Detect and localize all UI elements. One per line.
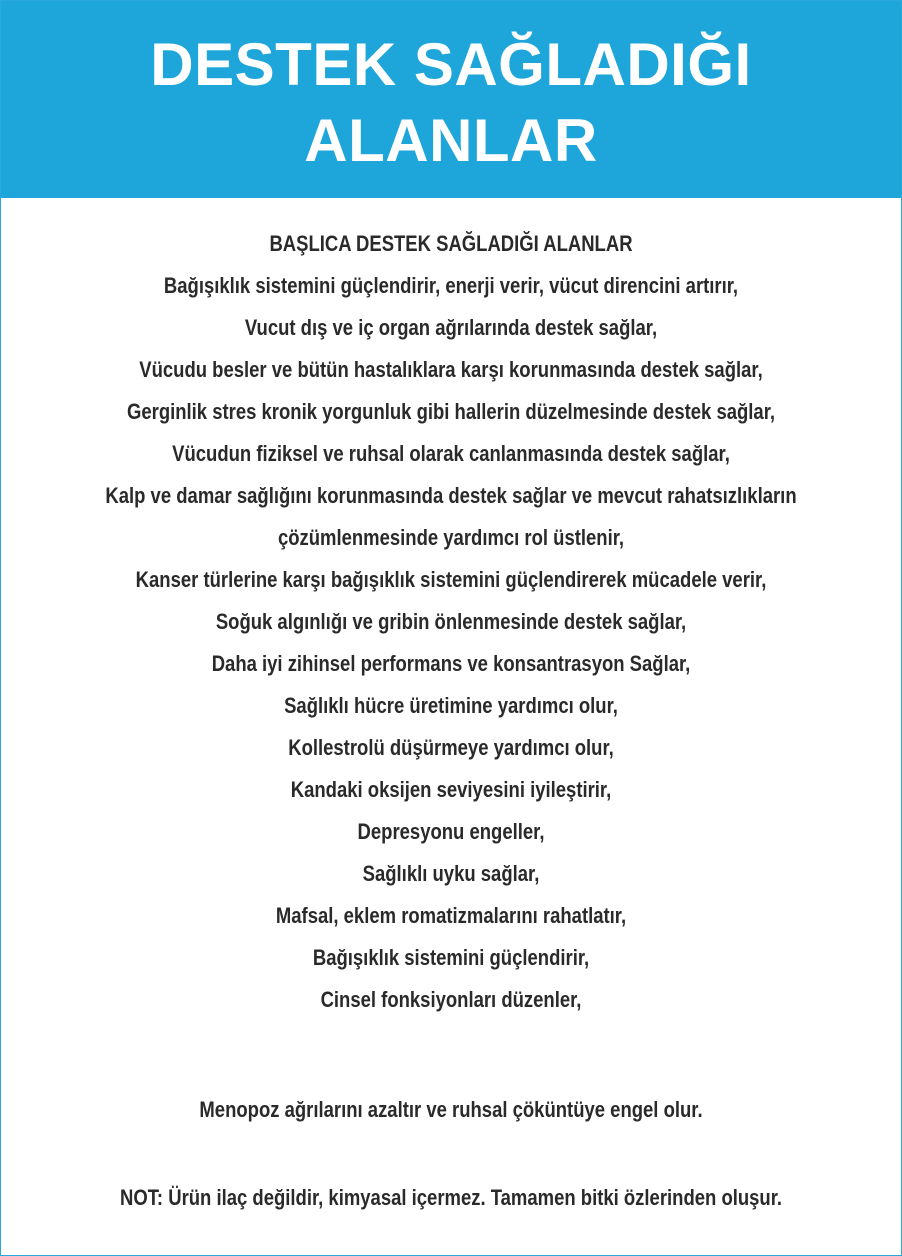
list-item: Gerginlik stres kronik yorgunluk gibi hallerin düzelmesinde destek sağlar, bbox=[126, 399, 776, 424]
list-item: Vücudun fiziksel ve ruhsal olarak canlanmasında destek sağlar, bbox=[172, 441, 730, 466]
list-item: Kandaki oksijen seviyesini iyileştirir, bbox=[290, 777, 612, 802]
section-subtitle: BAŞLICA DESTEK SAĞLADIĞI ALANLAR bbox=[269, 231, 633, 256]
disclaimer-note bbox=[1, 1177, 901, 1219]
list-item: Daha iyi zihinsel performans ve konsantrasyon Sağlar, bbox=[211, 651, 691, 676]
list-item: Mafsal, eklem romatizmalarını rahatlatır, bbox=[275, 903, 627, 928]
list-item: Bağışıklık sistemini güçlendirir, enerji verir, vücut direncini artırır, bbox=[163, 273, 739, 298]
list-item: Depresyonu engeller, bbox=[357, 819, 545, 844]
page-title-line-2: ALANLAR bbox=[304, 107, 598, 174]
list-item: Vücudu besler ve bütün hastalıklara karşı korunmasında destek sağlar, bbox=[139, 357, 763, 382]
list-item: Soğuk algınlığı ve gribin önlenmesinde destek sağlar, bbox=[215, 609, 687, 634]
list-item: çözümlenmesinde yardımcı rol üstlenir, bbox=[277, 525, 625, 550]
list-item: Vucut dış ve iç organ ağrılarında destek sağlar, bbox=[244, 315, 658, 340]
closing-statement bbox=[1, 1089, 901, 1131]
list-item: Cinsel fonksiyonları düzenler, bbox=[320, 987, 582, 1012]
note-text: NOT: Ürün ilaç değildir, kimyasal içermez. Tamamen bitki özlerinden oluşur. bbox=[119, 1185, 783, 1210]
list-item: Kollestrolü düşürmeye yardımcı olur, bbox=[288, 735, 614, 760]
list-item: Bağışıklık sistemini güçlendirir, bbox=[312, 945, 590, 970]
header-banner bbox=[1, 1, 901, 198]
benefits-list bbox=[1, 223, 901, 1021]
list-item: Sağlıklı hücre üretimine yardımcı olur, bbox=[284, 693, 618, 718]
page-title-line-1: DESTEK SAĞLADIĞI bbox=[150, 31, 752, 98]
list-item: Kanser türlerine karşı bağışıklık sistemini güçlendirerek mücadele verir, bbox=[135, 567, 767, 592]
list-item: Sağlıklı uyku sağlar, bbox=[362, 861, 540, 886]
list-item: Kalp ve damar sağlığını korunmasında destek sağlar ve mevcut rahatsızlıkların bbox=[105, 483, 797, 508]
closing-text: Menopoz ağrılarını azaltır ve ruhsal çöküntüye engel olur. bbox=[199, 1097, 703, 1122]
